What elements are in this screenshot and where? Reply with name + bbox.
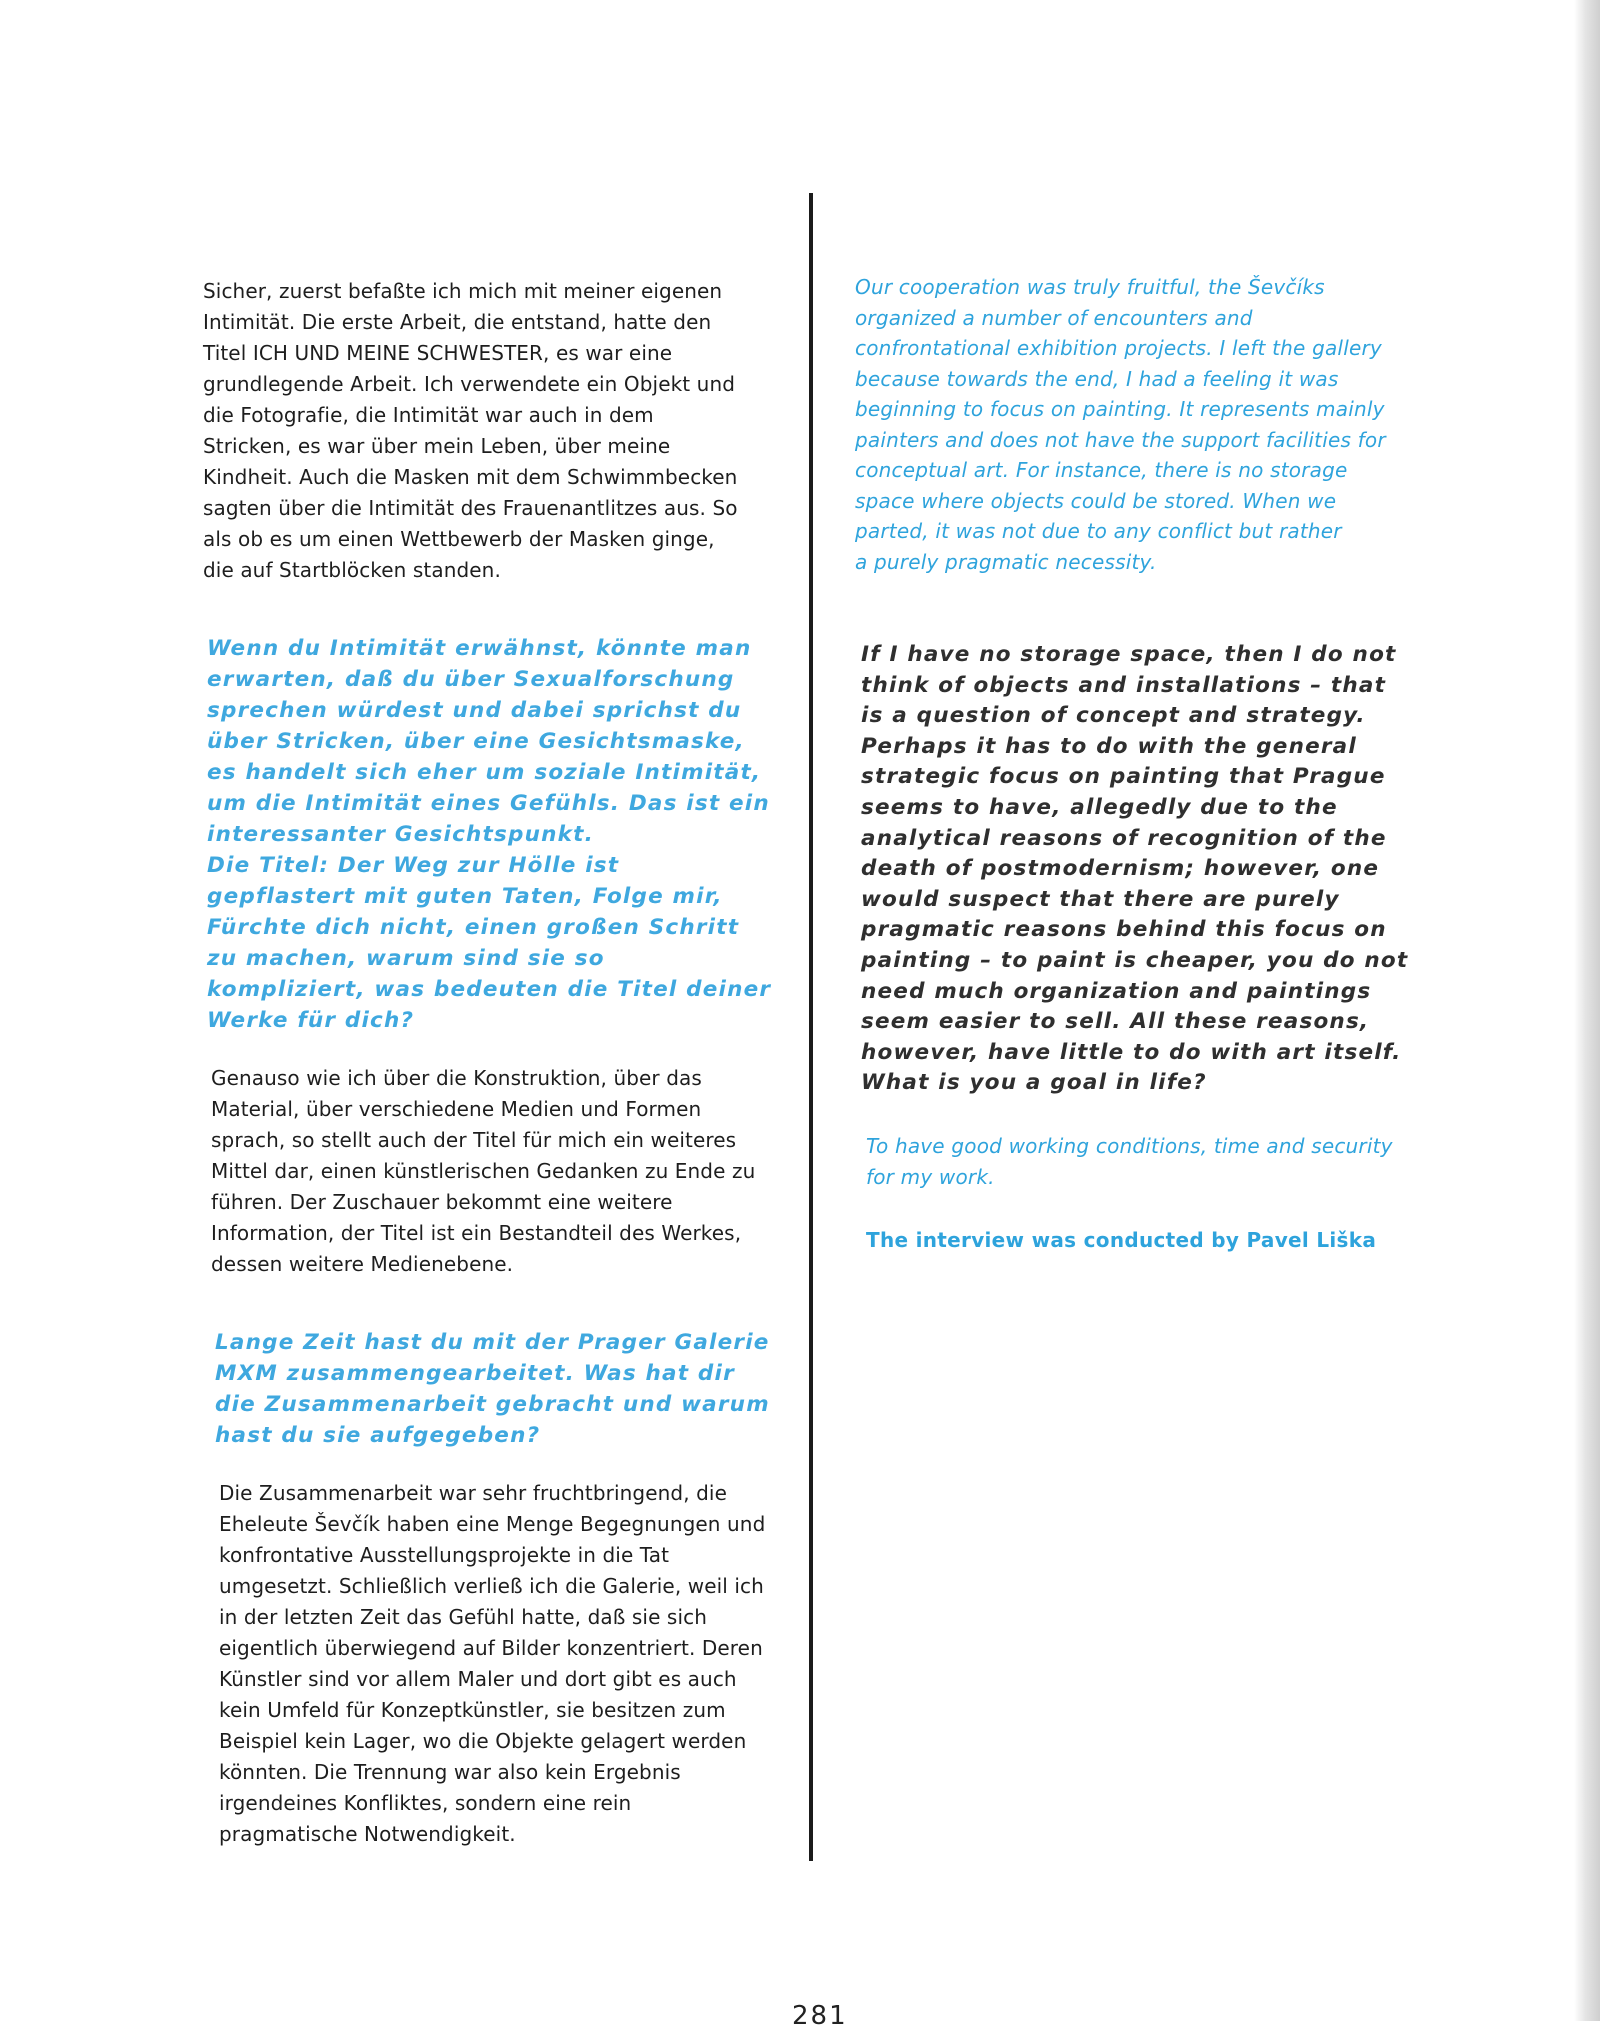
text-line: Lange Zeit hast du mit der Prager Galerie <box>215 1330 770 1355</box>
text-line: Werke für dich? <box>207 1008 415 1033</box>
column-divider <box>809 193 813 1861</box>
text-line: parted, it was not due to any conflict but rather <box>855 519 1342 543</box>
text-line: however, have little to do with art itself. <box>861 1039 1402 1065</box>
text-line: space where objects could be stored. When we <box>855 488 1337 513</box>
text-line: interessanter Gesichtspunkt. <box>207 822 594 847</box>
text-line: conceptual art. For instance, there is no storage <box>855 458 1348 482</box>
text-line: umgesetzt. Schließlich verließ ich die Galerie, weil ich <box>219 1574 764 1598</box>
text-line: die auf Startblöcken standen. <box>203 558 501 582</box>
text-line: confrontational exhibition projects. I left the gallery <box>855 336 1382 360</box>
answer-block-3 <box>219 1478 765 1850</box>
text-line: in der letzten Zeit das Gefühl hatte, daß sie sich <box>219 1605 707 1629</box>
text-line: pragmatic reasons behind this focus on <box>861 917 1387 943</box>
text-line: pragmatische Notwendigkeit. <box>219 1822 516 1846</box>
text-line: gepflastert mit guten Taten, Folge mir, <box>207 884 723 909</box>
text-line: grundlegende Arbeit. Ich verwendete ein Objekt und <box>203 372 736 396</box>
text-line: die Zusammenarbeit gebracht und warum <box>215 1392 770 1417</box>
text-line: is a question of concept and strategy. <box>861 703 1366 729</box>
text-line: a purely pragmatic necessity. <box>855 549 1157 574</box>
text-line: als ob es um einen Wettbewerb der Masken ginge, <box>203 527 715 551</box>
text-line: konfrontative Ausstellungsprojekte in die Tat <box>219 1543 670 1567</box>
text-line: because towards the end, I had a feeling it was <box>855 366 1339 391</box>
text-line: Perhaps it has to do with the general <box>861 733 1357 759</box>
text-line: irgendeines Konfliktes, sondern eine rein <box>219 1791 632 1815</box>
english-question-block-4 <box>861 640 1408 1099</box>
text-line: sagten über die Intimität des Frauenantlitzes aus. So <box>203 496 738 520</box>
text-line: If I have no storage space, then I do not <box>861 642 1397 667</box>
text-line: strategic focus on painting that Prague <box>861 764 1386 790</box>
text-line: Our cooperation was truly fruitful, the Ševčíks <box>855 275 1325 299</box>
text-line: eigentlich überwiegend auf Bilder konzentriert. Deren <box>219 1636 763 1660</box>
text-line: erwarten, daß du über Sexualforschung <box>207 667 735 692</box>
text-line: über Stricken, über eine Gesichtsmaske, <box>207 729 745 754</box>
text-line: um die Intimität eines Gefühls. Das ist ein <box>207 791 770 816</box>
page-number: 281 <box>792 2001 848 2031</box>
text-line: analytical reasons of recognition of the <box>861 825 1387 851</box>
text-line: sprach, so stellt auch der Titel für mich ein weiteres <box>211 1128 737 1152</box>
text-line: Fürchte dich nicht, einen großen Schritt <box>207 915 740 940</box>
text-line: kompliziert, was bedeuten die Titel deiner <box>207 977 772 1002</box>
text-line: Genauso wie ich über die Konstruktion, über das <box>211 1066 702 1090</box>
text-line: es handelt sich eher um soziale Intimität, <box>207 760 762 785</box>
text-line: zu machen, warum sind sie so <box>207 946 605 971</box>
text-line: Stricken, es war über mein Leben, über meine <box>203 434 671 458</box>
text-line: To have good working conditions, time and security <box>866 1134 1393 1158</box>
text-line: Kindheit. Auch die Masken mit dem Schwimmbecken <box>203 465 738 489</box>
text-line: Die Zusammenarbeit war sehr fruchtbringend, die <box>219 1481 727 1505</box>
text-line: Material, über verschiedene Medien und Formen <box>211 1097 702 1121</box>
text-line: hast du sie aufgegeben? <box>215 1423 541 1448</box>
answer-block-1 <box>203 276 738 586</box>
text-line: What is you a goal in life? <box>861 1070 1207 1096</box>
question-block-3 <box>215 1327 770 1451</box>
text-line: Beispiel kein Lager, wo die Objekte gelagert werden <box>219 1729 747 1753</box>
english-answer-block-4 <box>866 1131 1393 1192</box>
text-line: Die Titel: Der Weg zur Hölle ist <box>207 853 620 878</box>
text-line: führen. Der Zuschauer bekommt eine weitere <box>211 1190 673 1214</box>
text-line: Titel ICH UND MEINE SCHWESTER, es war eine <box>203 341 673 365</box>
text-line: könnten. Die Trennung war also kein Ergebnis <box>219 1760 681 1784</box>
text-line: organized a number of encounters and <box>855 305 1253 330</box>
text-line: Mittel dar, einen künstlerischen Gedanken zu Ende zu <box>211 1159 756 1183</box>
text-line: painting – to paint is cheaper, you do not <box>861 947 1409 973</box>
text-line: death of postmodernism; however, one <box>861 856 1380 882</box>
text-line: Wenn du Intimität erwähnst, könnte man <box>207 636 752 661</box>
english-answer-block-3 <box>855 272 1386 577</box>
text-line: beginning to focus on painting. It represents mainly <box>855 397 1385 421</box>
text-line: die Fotografie, die Intimität war auch in dem <box>203 403 654 427</box>
text-line: sprechen würdest und dabei sprichst du <box>207 698 742 723</box>
text-line: Sicher, zuerst befaßte ich mich mit meiner eigenen <box>203 279 723 303</box>
answer-block-2 <box>211 1063 755 1280</box>
text-line: think of objects and installations – that <box>861 672 1387 698</box>
question-block-2 <box>207 633 771 1036</box>
interview-credit <box>866 1225 1376 1255</box>
text-line: would suspect that there are purely <box>861 886 1340 912</box>
text-line: Information, der Titel ist ein Bestandteil des Werkes, <box>211 1221 742 1245</box>
text-line: for my work. <box>866 1164 995 1189</box>
text-line: Künstler sind vor allem Maler und dort gibt es auch <box>219 1667 737 1691</box>
text-line: seem easier to sell. All these reasons, <box>861 1009 1370 1035</box>
text-line: Intimität. Die erste Arbeit, die entstand, hatte den <box>203 310 712 334</box>
credit-text: The interview was conducted by Pavel Liška <box>866 1228 1377 1252</box>
text-line: painters and does not have the support facilities for <box>855 427 1386 452</box>
text-line: seems to have, allegedly due to the <box>861 794 1338 820</box>
text-line: kein Umfeld für Konzeptkünstler, sie besitzen zum <box>219 1698 726 1722</box>
text-line: Eheleute Ševčík haben eine Menge Begegnungen und <box>219 1512 766 1536</box>
page-edge-shadow <box>1574 0 1600 2021</box>
text-line: need much organization and paintings <box>861 978 1372 1004</box>
text-line: MXM zusammengearbeitet. Was hat dir <box>215 1361 735 1386</box>
text-line: dessen weitere Medienebene. <box>211 1252 514 1276</box>
